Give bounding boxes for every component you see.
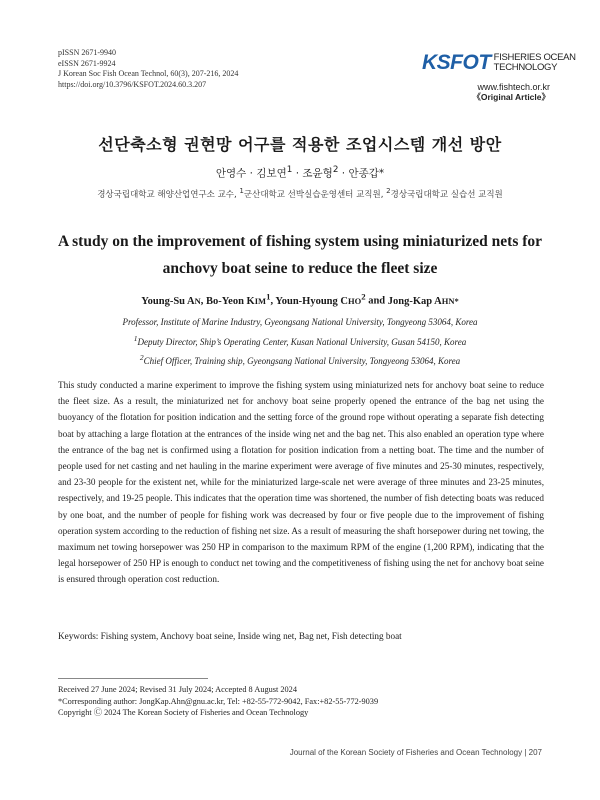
logo-line-1: FISHERIES OCEAN — [493, 52, 576, 63]
article-type: 《Original Article》 — [472, 92, 550, 102]
eissn: eISSN 2671-9924 — [58, 58, 116, 68]
and-word: and — [368, 295, 386, 307]
ksfot-logo-mark: KSFOT — [422, 51, 491, 74]
author-ko-2: 김보연 — [256, 167, 287, 180]
english-title-line-2: anchovy boat seine to reduce the fleet size — [162, 260, 438, 277]
separator: · — [341, 167, 346, 180]
korean-authors — [0, 165, 600, 181]
author-ko-3-sup: 2 — [332, 165, 339, 175]
copyright: Copyright Ⓒ 2024 The Korean Society of Fisheries and Ocean Technology — [58, 708, 309, 718]
separator: · — [249, 167, 253, 180]
keywords: Keywords: Fishing system, Anchovy boat seine, Inside wing net, Bag net, Fish detecting boat — [58, 631, 402, 641]
author-en-3: Youn-Hyoung CHO$^2$ — [275, 291, 366, 307]
journal-metadata — [58, 48, 238, 90]
doi-link[interactable]: https://doi.org/10.3796/KSFOT.2024.60.3.207 — [58, 79, 207, 89]
aff-ko-sup-2: 2 — [386, 186, 391, 195]
journal-logo — [422, 51, 576, 103]
corresponding-author: *Corresponding author: JongKap.Ahn@gnu.ac.kr, Tel: +82-55-772-9042, Fax:+82-55-772-9039 — [58, 696, 379, 706]
footnotes — [58, 684, 378, 719]
english-affiliations — [0, 314, 600, 370]
pissn: pISSN 2671-9940 — [58, 48, 117, 57]
aff-en-line-1: Professor, Institute of Marine Industry, Gyeongsang National University, Tongyeong 53064, Korea — [122, 317, 478, 327]
aff-en-line-2: $^1$Deputy Director, Ship’s Operating Center, Kusan National University, Gusan 54150, Korea — [133, 333, 467, 347]
separator: · — [295, 167, 300, 180]
aff-ko-a: 경상국립대학교 해양산업연구소 교수, — [97, 189, 237, 200]
footnote-divider — [58, 678, 208, 679]
author-ko-4: 안종갑* — [348, 167, 385, 180]
english-authors: Young-Su AN, Bo-Yeon KIM$^1$, Youn-Hyoung CHO$^2$ and Jong-Kap AHN* — [141, 291, 459, 307]
logo-wordmark — [494, 53, 576, 73]
author-ko-1: 안영수 — [215, 167, 247, 180]
korean-affiliations — [0, 186, 600, 200]
author-en-2: Bo-Yeon KIM$^1$ — [206, 291, 271, 307]
aff-ko-b: 군산대학교 선박실습운영센터 교직원, — [243, 189, 384, 200]
aff-en-line-3: $^2$Chief Officer, Training ship, Gyeongsang National University, Tongyeong 53064, Korea — [139, 353, 461, 366]
journal-url[interactable]: www.fishtech.or.kr — [477, 82, 550, 92]
author-ko-3: 조윤형 — [302, 167, 333, 180]
page-footer: Journal of the Korean Society of Fisheries and Ocean Technology | 207 — [289, 748, 542, 757]
english-title — [50, 228, 550, 282]
author-en-4: Jong-Kap AHN* — [387, 295, 459, 307]
aff-ko-c: 경상국립대학교 실습선 교직원 — [390, 189, 503, 200]
author-ko-2-sup: 1 — [286, 165, 293, 175]
author-en-1: Young-Su AN — [141, 295, 201, 307]
citation: J Korean Soc Fish Ocean Technol, 60(3), 207-216, 2024 — [58, 69, 239, 78]
abstract-text: This study conducted a marine experiment to improve the fishing system using miniaturized nets for anchovy boat seine to reduce the fleet size. As a result, the miniaturized net for anchovy boat seine properly opened the entrance of the bag net using the buoyancy of the flotation for position indication and the setting force of the ground rope without operating a separate fish detecting boat by attaching a large flotation at the entrances of the inside wing net and the bag net. This also enabled an operation type where the entrance of the bag net is confirmed using a flotation for position indication from a netting boat. The time and the number of people used for net casting and net hauling in the marine experiment were average of five minutes and 25-30 minutes, respectively, and 23-30 people for the existent net, while for the miniaturized large-scale net were average of three minutes and 23-25 minutes, respectively, and 19-25 people. This indicates that the operation time was shortened, the number of fish detecting boats was reduced by one boat, and the number of people for fishing work was decreased by four or five people due to the improvement of fishing operation system according to the reduction of fishing net size. As a result of measuring the shaft horsepower during net towing, the maximum net towing horsepower was 250 HP in comparison to the maximum RPM of the engine (1,200 RPM), indicating that the legal horsepower of 250 HP is enough to conduct net towing and the competitiveness of fishing using the net for anchovy boat seine is ensured through operation cost reduction. — [58, 380, 544, 585]
logo-line-2: TECHNOLOGY — [493, 62, 558, 73]
aff-ko-sup-1: 1 — [239, 186, 244, 195]
received-dates: Received 27 June 2024; Revised 31 July 2024; Accepted 8 August 2024 — [58, 685, 297, 694]
english-title-line-1: A study on the improvement of fishing system using miniaturized nets for — [57, 233, 543, 250]
korean-title: 선단축소형 권현망 어구를 적용한 조업시스템 개선 방안 — [98, 135, 502, 154]
